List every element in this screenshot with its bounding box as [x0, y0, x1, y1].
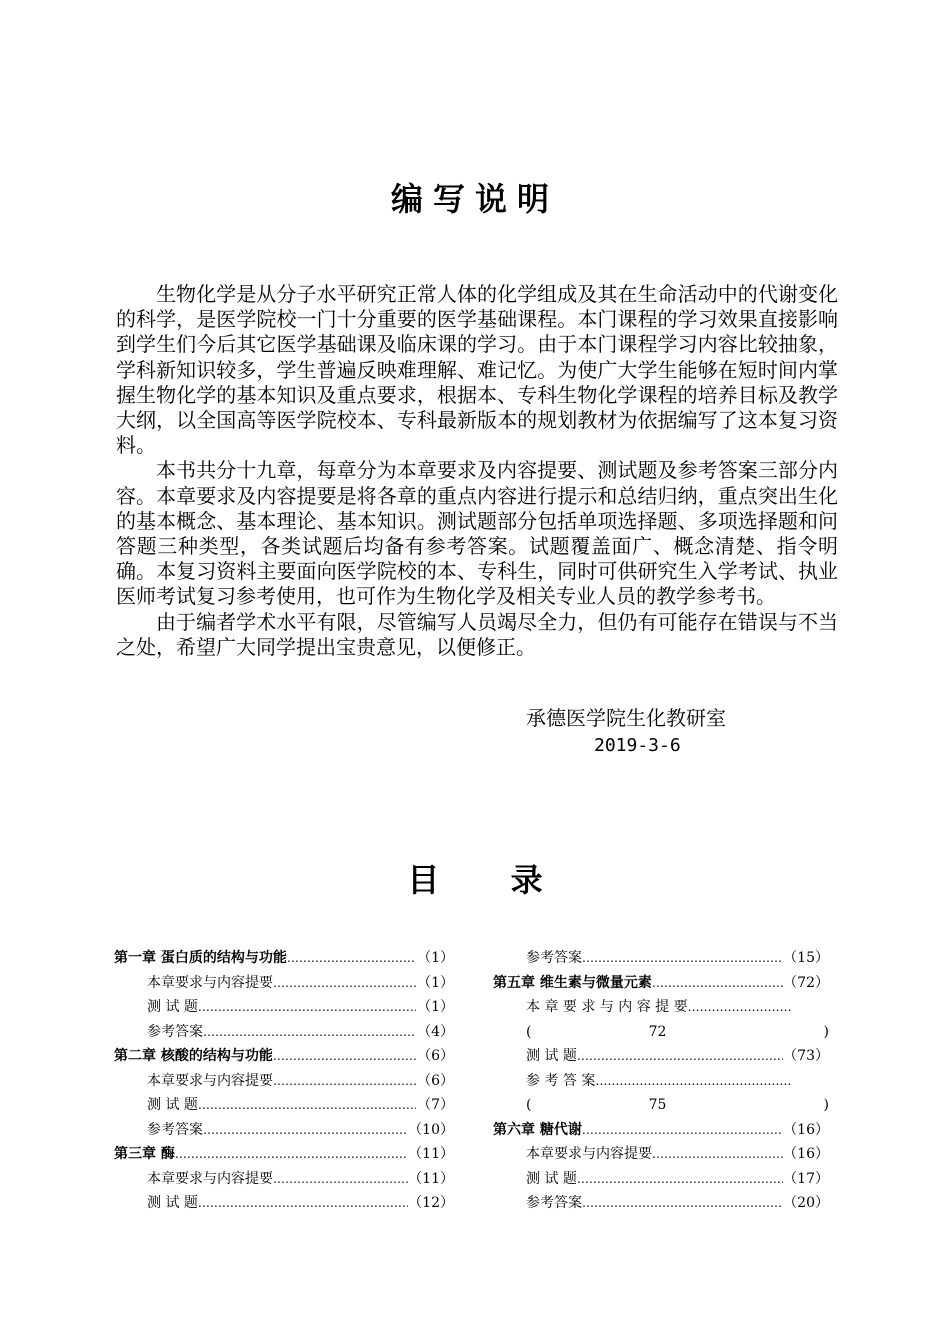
toc-section-entry[interactable] [493, 1167, 829, 1192]
toc-page-open: ( [526, 1023, 532, 1040]
signature-date: 2019-3-6 [594, 735, 681, 756]
toc-leader-dots [203, 1020, 416, 1045]
toc-entry-label: 参考答案 [147, 1023, 203, 1040]
toc-chapter-entry[interactable] [493, 971, 829, 996]
toc-chapter-entry[interactable] [493, 1118, 829, 1143]
toc-section-entry[interactable] [114, 1093, 454, 1118]
toc-entry-page: （16） [783, 1146, 829, 1162]
toc-entry-page: （1） [417, 950, 454, 966]
toc-entry-label: 测 试 题 [147, 999, 198, 1015]
toc-entry-page: （6） [417, 1072, 454, 1089]
toc-entry-page: （20） [783, 1195, 829, 1211]
preface-title: 编写说明 [390, 180, 559, 218]
toc-entry-label: 测 试 题 [526, 1048, 577, 1064]
toc-page-close: ) [823, 1097, 829, 1113]
toc-entry-label: 测 试 题 [147, 1195, 198, 1211]
toc-leader-dots [582, 1191, 783, 1216]
preface-paragraph: 本书共分十九章，每章分为本章要求及内容提要、测试题及参考答案三部分内容。本章要求及内容提要是将各章的重点内容进行提示和总结归纳，重点突出生化的基本概念、基本理论、基本知识。测试题部分包括单项选择题、多项选择题和问答题三种类型，各类试题后均备有参考答案。试题覆盖面广、概念清楚、指令明确。本复习资料主要面向医学院校的本、专科生，同时可供研究生入学考试、执业医师考试复习参考使用，也可作为生物化学及相关专业人员的教学参考书。 [116, 458, 838, 609]
toc-chapter-entry[interactable] [114, 946, 454, 971]
toc-leader-dots [577, 1044, 783, 1069]
toc-column-left [114, 946, 454, 1216]
toc-leader-dots [273, 1167, 408, 1192]
toc-entry-label: 参考答案 [526, 1195, 582, 1211]
preface-body [116, 282, 838, 660]
signature-org: 承德医学院生化教研室 [526, 706, 726, 730]
toc-entry-label: 第三章 酶 [114, 1146, 175, 1162]
toc-entry-page: （16） [783, 1121, 829, 1138]
toc-leader-dots [273, 1069, 416, 1094]
toc-entry-label: 第一章 蛋白质的结构与功能 [114, 950, 287, 966]
toc-section-entry[interactable] [114, 971, 454, 996]
toc-leader-dots [688, 995, 791, 1020]
toc-entry-label: 本章要求与内容提要 [147, 1072, 273, 1089]
toc-leader-dots [198, 995, 416, 1020]
toc-entry-page-line[interactable] [493, 1093, 829, 1118]
toc-entry-page: （1） [417, 974, 454, 991]
toc-entry-page: （11） [408, 1170, 454, 1187]
toc-chapter-entry[interactable] [114, 1044, 454, 1069]
toc-page-open: ( [526, 1097, 532, 1113]
toc-leader-dots [203, 1118, 408, 1143]
toc-leader-dots [652, 1142, 783, 1167]
toc-entry-label: 参 考 答 案 [526, 1072, 596, 1089]
toc-leader-dots [198, 1191, 408, 1216]
toc-leader-dots [582, 946, 783, 971]
toc-section-entry[interactable] [114, 1191, 454, 1216]
toc-page-mid: 75 [648, 1097, 667, 1113]
toc-entry-label: 第二章 核酸的结构与功能 [114, 1048, 273, 1064]
toc-page-close: ) [823, 1023, 829, 1040]
toc-entry-page: （10） [408, 1121, 454, 1138]
toc-entry-label: 本 章 要 求 与 内 容 提 要 [526, 999, 688, 1015]
toc-section-entry[interactable] [114, 995, 454, 1020]
toc-section-entry[interactable] [114, 1118, 454, 1143]
toc-leader-dots [582, 1118, 783, 1143]
toc-section-entry[interactable] [493, 995, 829, 1020]
toc-leader-dots [577, 1167, 783, 1192]
toc-chapter-entry[interactable] [114, 1142, 454, 1167]
toc-page-mid: 72 [648, 1023, 667, 1040]
toc-entry-page: （6） [417, 1048, 454, 1064]
toc-entry-page: （17） [783, 1170, 829, 1187]
toc-entry-label: 测 试 题 [526, 1170, 577, 1187]
toc-entry-label: 第五章 维生素与微量元素 [493, 974, 652, 991]
toc-entry-page: （73） [783, 1048, 829, 1064]
toc-entry-label: 本章要求与内容提要 [147, 1170, 273, 1187]
toc-entry-page: （15） [783, 950, 829, 966]
toc-entry-page: （4） [417, 1023, 454, 1040]
toc-entry-label: 第六章 糖代谢 [493, 1121, 582, 1138]
signature-block [526, 704, 726, 760]
toc-section-entry[interactable] [493, 1044, 829, 1069]
toc-entry-label: 本章要求与内容提要 [526, 1146, 652, 1162]
toc-section-entry[interactable] [114, 1020, 454, 1045]
toc-entry-label: 测 试 题 [147, 1097, 198, 1113]
toc-leader-dots [287, 946, 416, 971]
toc-section-entry[interactable] [114, 1167, 454, 1192]
toc-entry-page: （7） [417, 1097, 454, 1113]
toc-entry-label: 本章要求与内容提要 [147, 974, 273, 991]
toc-section-entry[interactable] [493, 1069, 829, 1094]
toc-section-entry[interactable] [493, 946, 829, 971]
toc-leader-dots [595, 1069, 791, 1094]
toc-entry-page: （11） [408, 1146, 454, 1162]
preface-paragraph: 由于编者学术水平有限，尽管编写人员竭尽全力，但仍有可能存在错误与不当之处，希望广大同学提出宝贵意见，以便修正。 [116, 609, 838, 659]
toc-leader-dots [273, 971, 416, 996]
toc-section-entry[interactable] [114, 1069, 454, 1094]
toc-leader-dots [652, 971, 783, 996]
toc-title: 目 录 [407, 861, 573, 899]
toc-entry-label: 参考答案 [147, 1121, 203, 1138]
toc-section-entry[interactable] [493, 1191, 829, 1216]
toc-entry-label: 参考答案 [526, 950, 582, 966]
toc-leader-dots [198, 1093, 416, 1118]
preface-paragraph: 生物化学是从分子水平研究正常人体的化学组成及其在生命活动中的代谢变化的科学，是医学院校一门十分重要的医学基础课程。本门课程的学习效果直接影响到学生们今后其它医学基础课及临床课的学习。由于本门课程学习内容比较抽象，学科新知识较多，学生普遍反映难理解、难记忆。为使广大学生能够在短时间内掌握生物化学的基本知识及重点要求，根据本、专科生物化学课程的培养目标及教学大纲，以全国高等医学院校本、专科最新版本的规划教材为依据编写了这本复习资料。 [116, 282, 838, 458]
toc-entry-page: （1） [417, 999, 454, 1015]
toc-entry-page-line[interactable] [493, 1020, 829, 1045]
toc-entry-page: （12） [408, 1195, 454, 1211]
toc-leader-dots [175, 1142, 408, 1167]
toc-leader-dots [273, 1044, 416, 1069]
toc-column-right [493, 946, 829, 1216]
toc-entry-page: （72） [783, 974, 829, 991]
toc-section-entry[interactable] [493, 1142, 829, 1167]
